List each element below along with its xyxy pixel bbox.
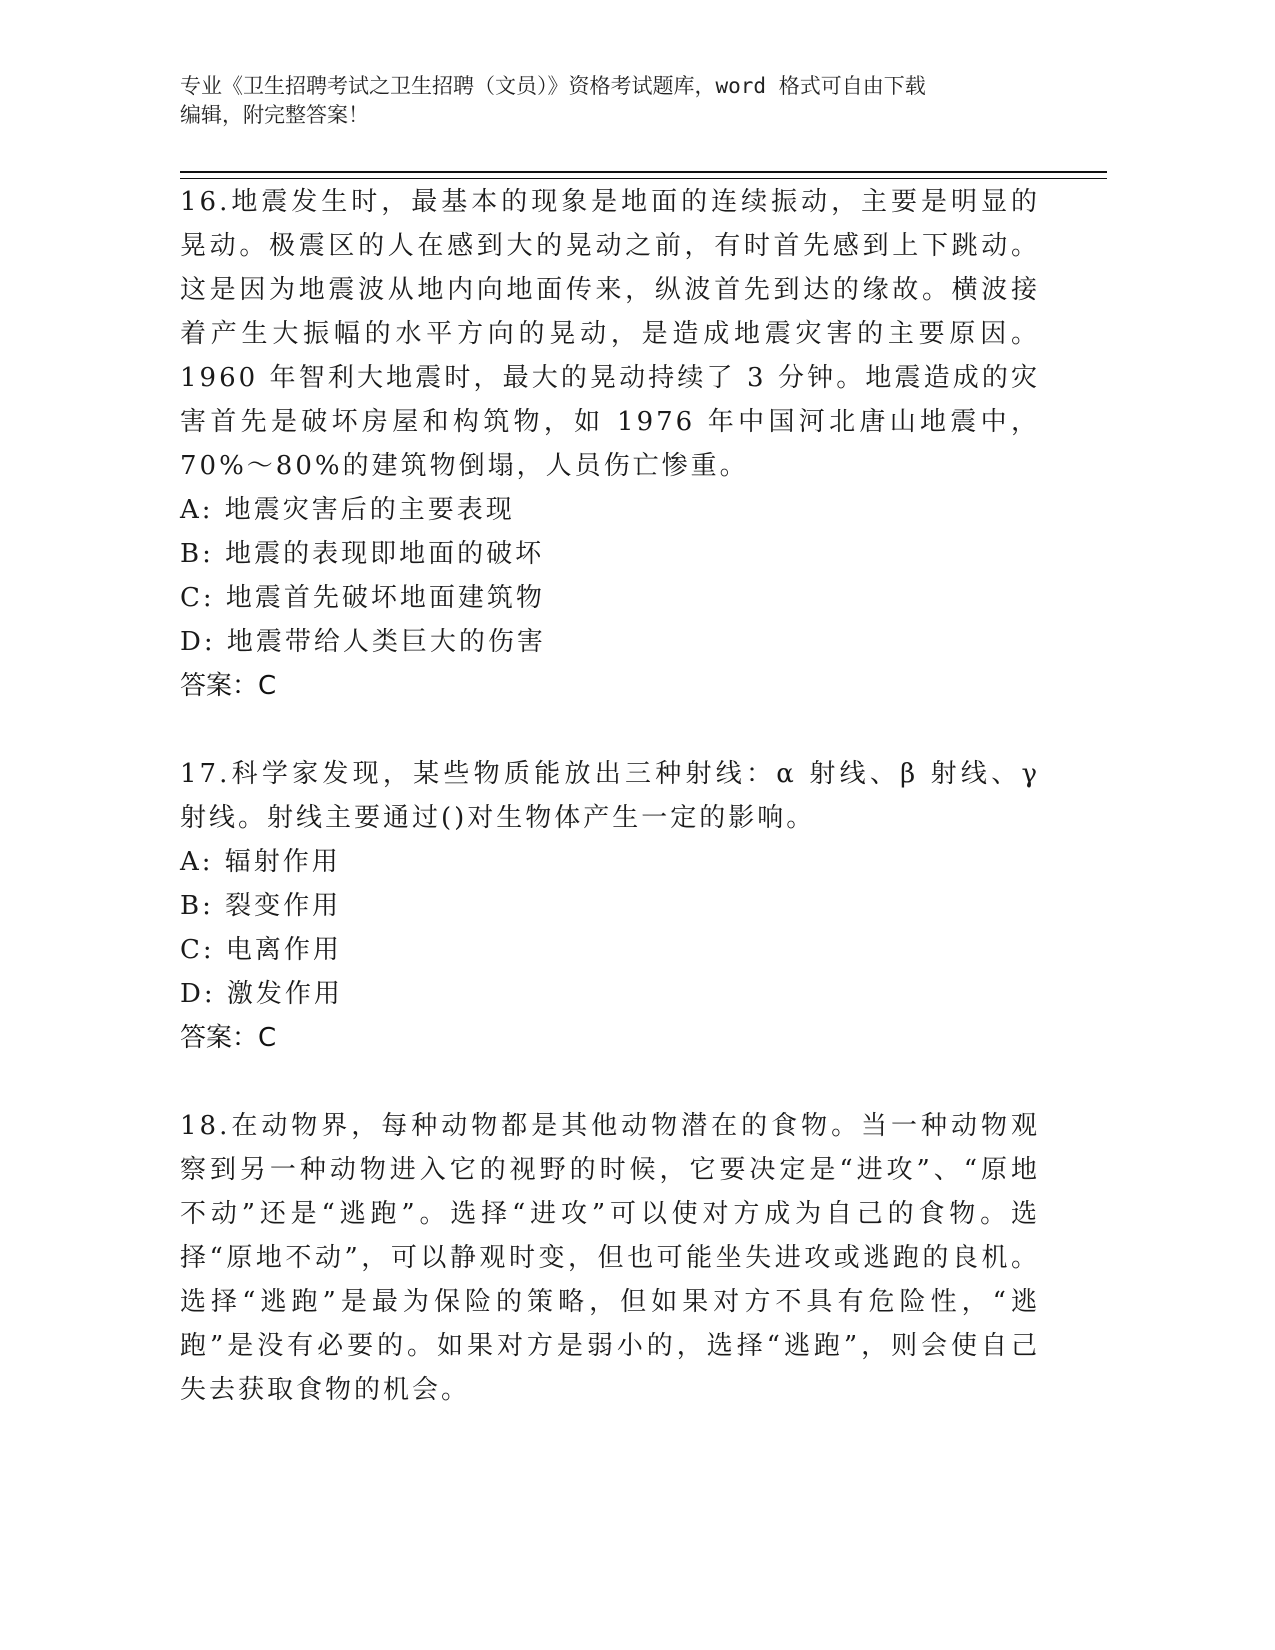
- question-list: [180, 180, 1040, 1412]
- question-16: [180, 180, 1040, 708]
- option-c: C: 地震首先破坏地面建筑物: [180, 583, 545, 613]
- answer-label: 答案：C: [180, 1023, 277, 1053]
- option-a: A: 辐射作用: [180, 847, 341, 877]
- document-header: [180, 72, 1060, 130]
- header-divider-thin: [180, 178, 1107, 179]
- question-spacer: [180, 708, 1040, 752]
- question-spacer: [180, 1060, 1040, 1104]
- header-line-1: 专业《卫生招聘考试之卫生招聘（文员）》资格考试题库，word 格式可自由下载: [180, 74, 926, 98]
- header-divider-thick: [180, 171, 1107, 173]
- question-17: [180, 752, 1040, 1060]
- option-b: B: 裂变作用: [180, 891, 342, 921]
- question-18: [180, 1104, 1040, 1412]
- answer-label: 答案：C: [180, 671, 277, 701]
- option-d: D: 地震带给人类巨大的伤害: [180, 627, 546, 657]
- option-c: C: 电离作用: [180, 935, 342, 965]
- question-text: 16.地震发生时，最基本的现象是地面的连续振动，主要是明显的晃动。极震区的人在感到大的晃动之前，有时首先感到上下跳动。这是因为地震波从地内向地面传来，纵波首先到达的缘故。横波接着产生大振幅的水平方向的晃动，是造成地震灾害的主要原因。1960 年智利大地震时，最大的晃动持续了 3 分钟。地震造成的灾害首先是破坏房屋和构筑物，如 1976 年中国河北唐山地震中，70%～80%的建筑物倒塌，人员伤亡惨重。: [180, 187, 1040, 481]
- header-line-2: 编辑，附完整答案！: [180, 103, 369, 127]
- option-b: B: 地震的表现即地面的破坏: [180, 539, 545, 569]
- option-d: D: 激发作用: [180, 979, 343, 1009]
- question-text: 18.在动物界，每种动物都是其他动物潜在的食物。当一种动物观察到另一种动物进入它的视野的时候，它要决定是“进攻”、“原地不动”还是“逃跑”。选择“进攻”可以使对方成为自己的食物。选择“原地不动”，可以静观时变，但也可能坐失进攻或逃跑的良机。选择“逃跑”是最为保险的策略，但如果对方不具有危险性，“逃跑”是没有必要的。如果对方是弱小的，选择“逃跑”，则会使自己失去获取食物的机会。: [180, 1111, 1040, 1405]
- option-a: A: 地震灾害后的主要表现: [180, 495, 515, 525]
- question-text: 17.科学家发现，某些物质能放出三种射线：α 射线、β 射线、γ 射线。射线主要通过()对生物体产生一定的影响。: [180, 759, 1040, 833]
